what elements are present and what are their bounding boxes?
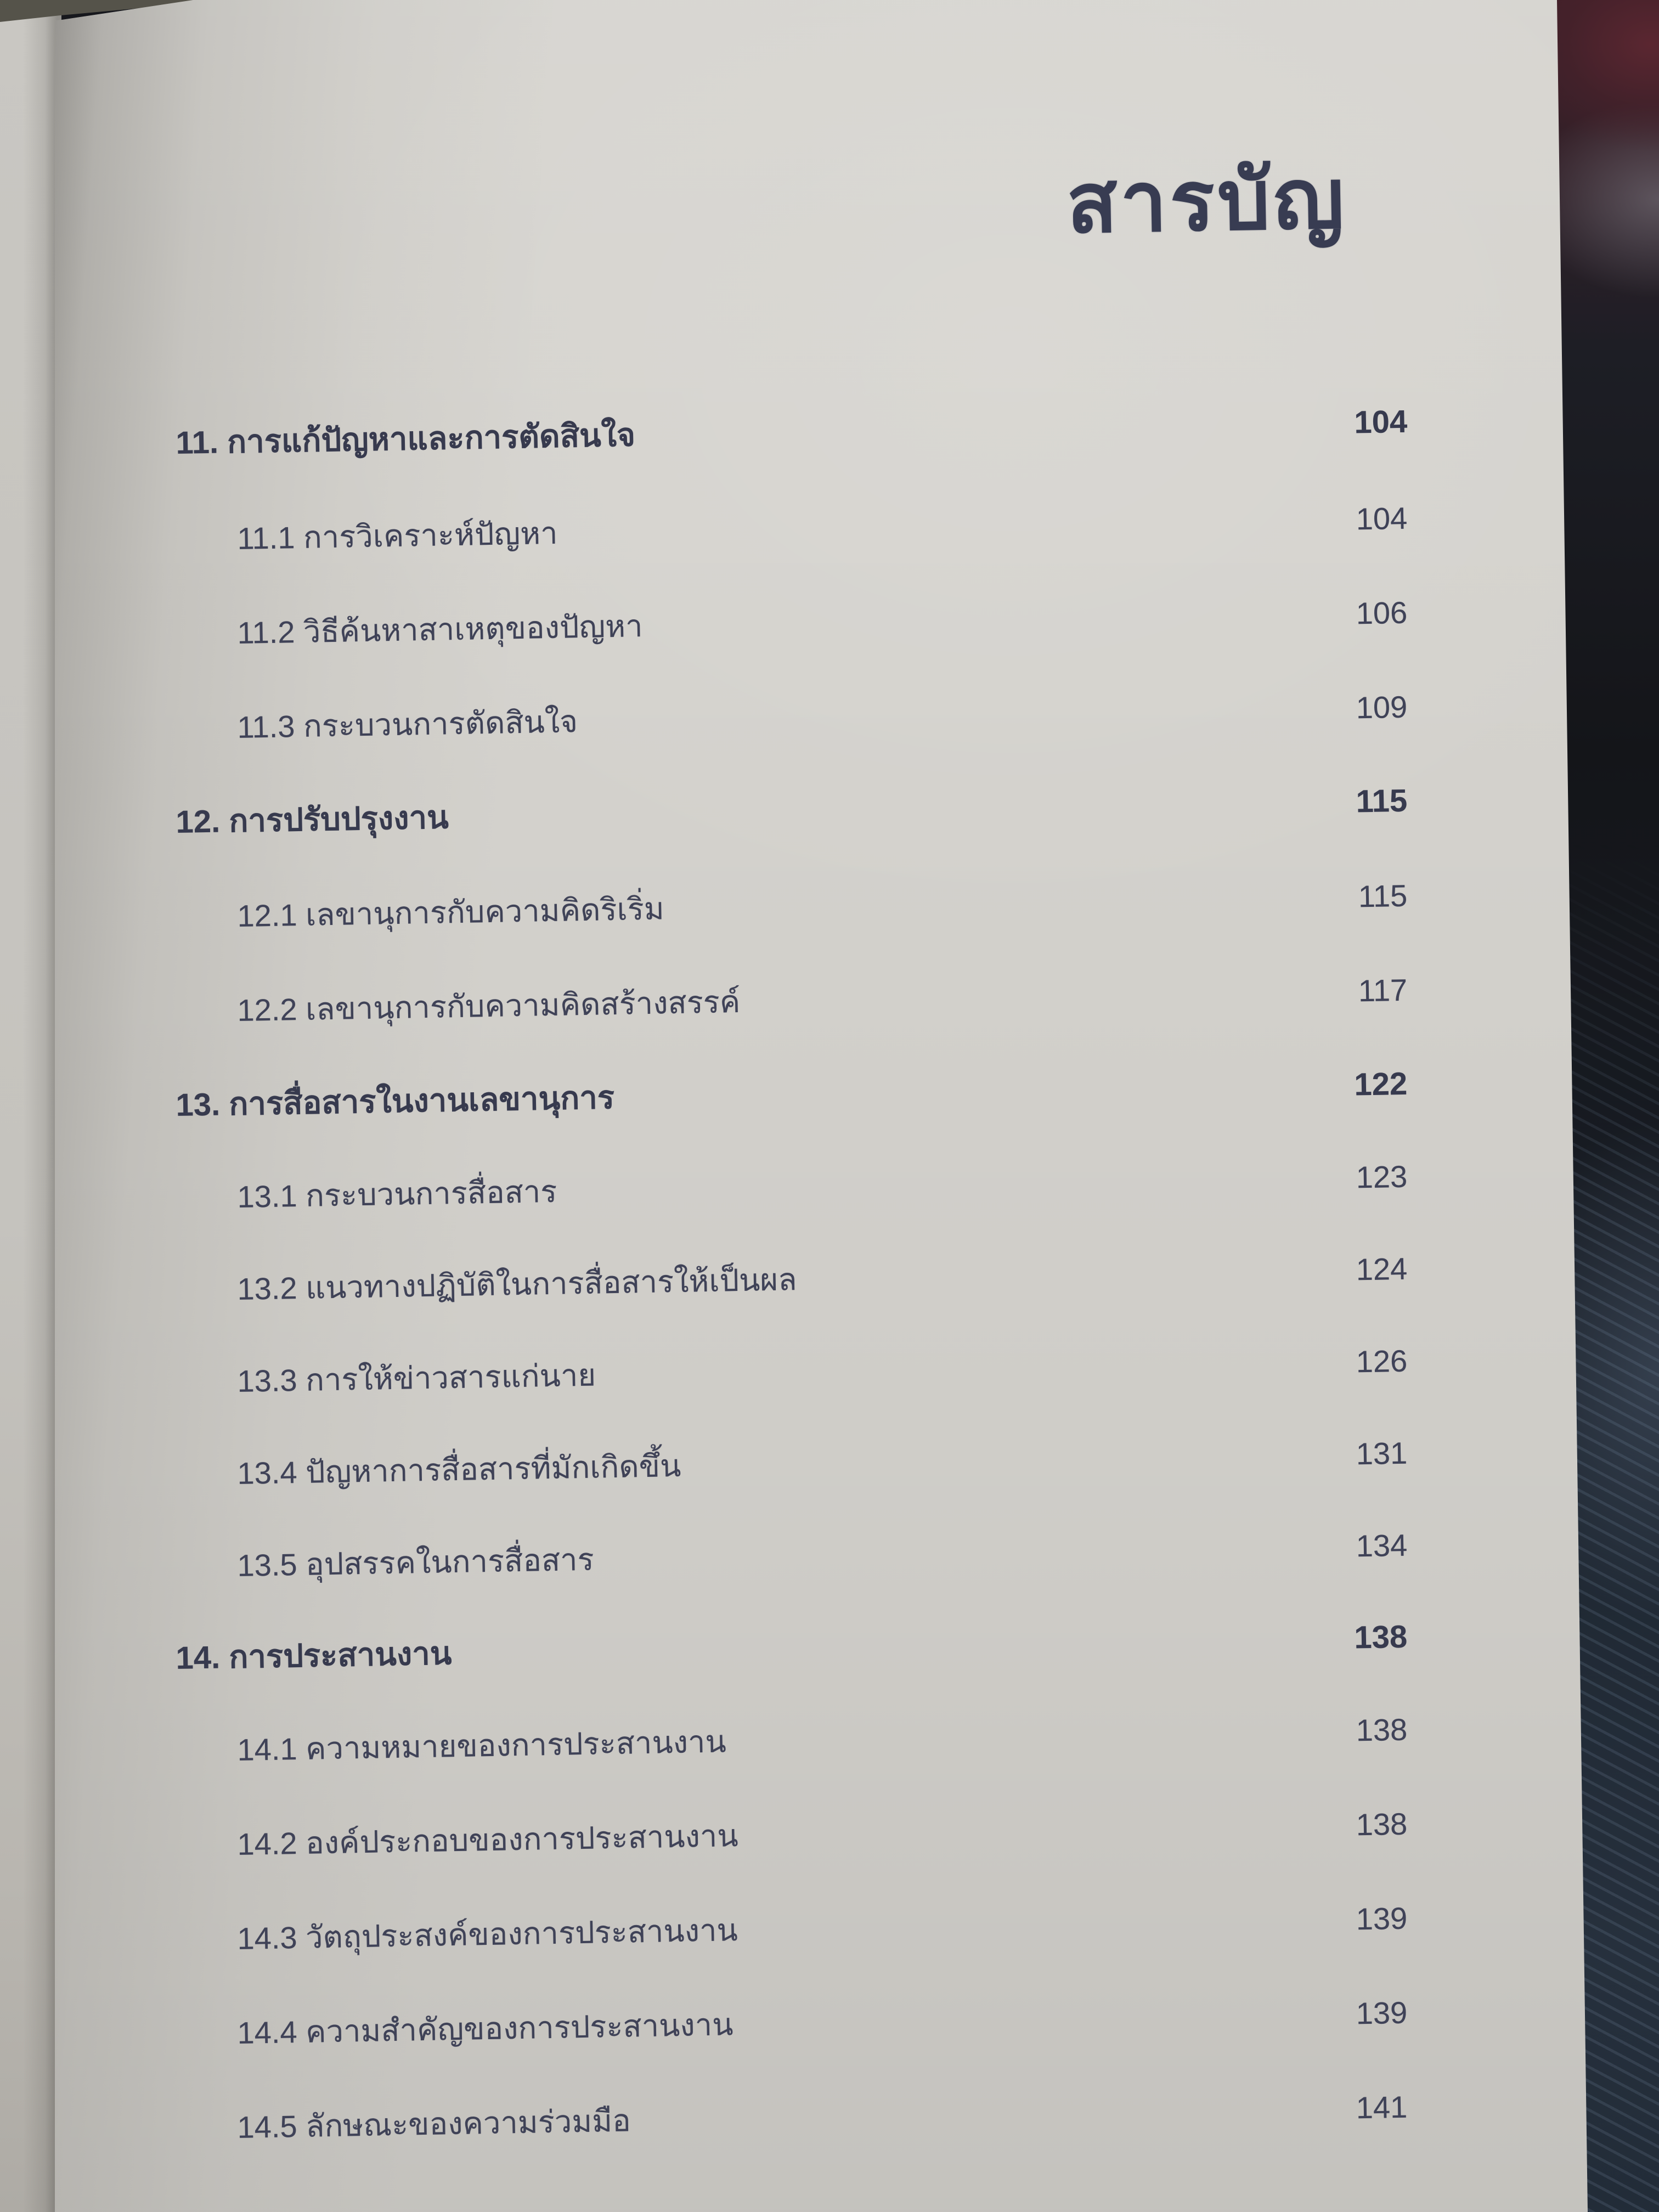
toc-page-number: 141 (1356, 2089, 1408, 2125)
toc-page-number: 117 (1358, 972, 1408, 1008)
toc-row (176, 783, 1408, 841)
toc-row (237, 1712, 1408, 1768)
toc-row (237, 1159, 1408, 1215)
toc-entry-text: 14.2 องค์ประกอบของการประสานงาน (237, 1818, 739, 1861)
toc-entry-text: 14. การประสานงาน (176, 1635, 452, 1676)
toc-row (237, 690, 1408, 746)
toc-page-number: 115 (1358, 878, 1408, 914)
toc-row (237, 973, 1408, 1029)
toc-row (237, 1528, 1408, 1584)
toc-entry-text: 11. การแก้ปัญหาและการตัดสินใจ (176, 417, 636, 461)
toc-page-number: 126 (1356, 1343, 1408, 1379)
toc-page-number: 138 (1356, 1806, 1408, 1842)
toc-entry-text: 13.5 อุปสรรคในการสื่อสาร (237, 1542, 595, 1583)
toc-entry-text: 13.3 การให้ข่าวสารแก่นาย (237, 1357, 596, 1398)
toc-entry-text: 14.4 ความสำคัญของการประสานงาน (237, 2007, 733, 2050)
toc-entry-text: 13.4 ปัญหาการสื่อสารที่มักเกิดขึ้น (237, 1448, 681, 1491)
toc-entry-text: 14.1 ความหมายของการประสานงาน (237, 1724, 727, 1767)
toc-entry-text: 11.2 วิธีค้นหาสาเหตุของปัญหา (237, 608, 644, 650)
toc-page-number: 109 (1356, 689, 1408, 725)
toc-entry-text: 12.1 เลขานุการกับความคิดริเริ่ม (237, 891, 665, 933)
toc-row (237, 1436, 1408, 1492)
toc-entry-text: 14.5 ลักษณะของความร่วมมือ (237, 2103, 631, 2145)
toc-row (237, 1995, 1408, 2051)
toc-page-number: 115 (1356, 782, 1408, 820)
toc-row (237, 1807, 1408, 1863)
toc-row (237, 878, 1408, 934)
toc-row (237, 1344, 1408, 1400)
page-title: สารบัญ (1065, 152, 1348, 250)
toc-row (237, 501, 1408, 557)
toc-page-number: 131 (1356, 1435, 1408, 1471)
toc-page-number: 124 (1356, 1251, 1408, 1287)
toc-entry-text: 14.3 วัตถุประสงค์ของการประสานงาน (237, 1912, 738, 1956)
toc-entry-text: 13. การสื่อสารในงานเลขานุการ (176, 1080, 615, 1123)
toc-row (176, 1619, 1408, 1677)
toc-page-number: 122 (1353, 1065, 1408, 1103)
toc-row (237, 2090, 1408, 2146)
toc-page-number: 138 (1353, 1618, 1408, 1656)
toc-entry-text: 12. การปรับปรุงงาน (176, 799, 449, 840)
toc-page-number: 139 (1356, 1900, 1408, 1937)
toc-page-number: 139 (1356, 1995, 1408, 2031)
toc-entry-text: 13.2 แนวทางปฏิบัติในการสื่อสารให้เป็นผล (237, 1262, 798, 1306)
toc-page-number: 104 (1356, 500, 1408, 537)
toc-page-number: 104 (1353, 403, 1408, 441)
toc-entry-text: 12.2 เลขานุการกับความคิดสร้างสรรค์ (237, 984, 741, 1028)
toc-row (176, 404, 1408, 462)
toc-entry-text: 11.1 การวิเคราะห์ปัญหา (237, 515, 558, 556)
toc-row (237, 1251, 1408, 1307)
toc-entry-text: 13.1 กระบวนการสื่อสาร (237, 1173, 557, 1214)
toc-page-number: 134 (1356, 1527, 1408, 1564)
toc-row (176, 1066, 1408, 1124)
toc-entry-text: 11.3 กระบวนการตัดสินใจ (237, 704, 578, 744)
toc-row (237, 595, 1408, 651)
toc-page-number: 123 (1356, 1159, 1408, 1195)
toc-row (237, 1901, 1408, 1957)
toc-page-number: 138 (1356, 1712, 1408, 1748)
toc-page-number: 106 (1356, 595, 1408, 631)
